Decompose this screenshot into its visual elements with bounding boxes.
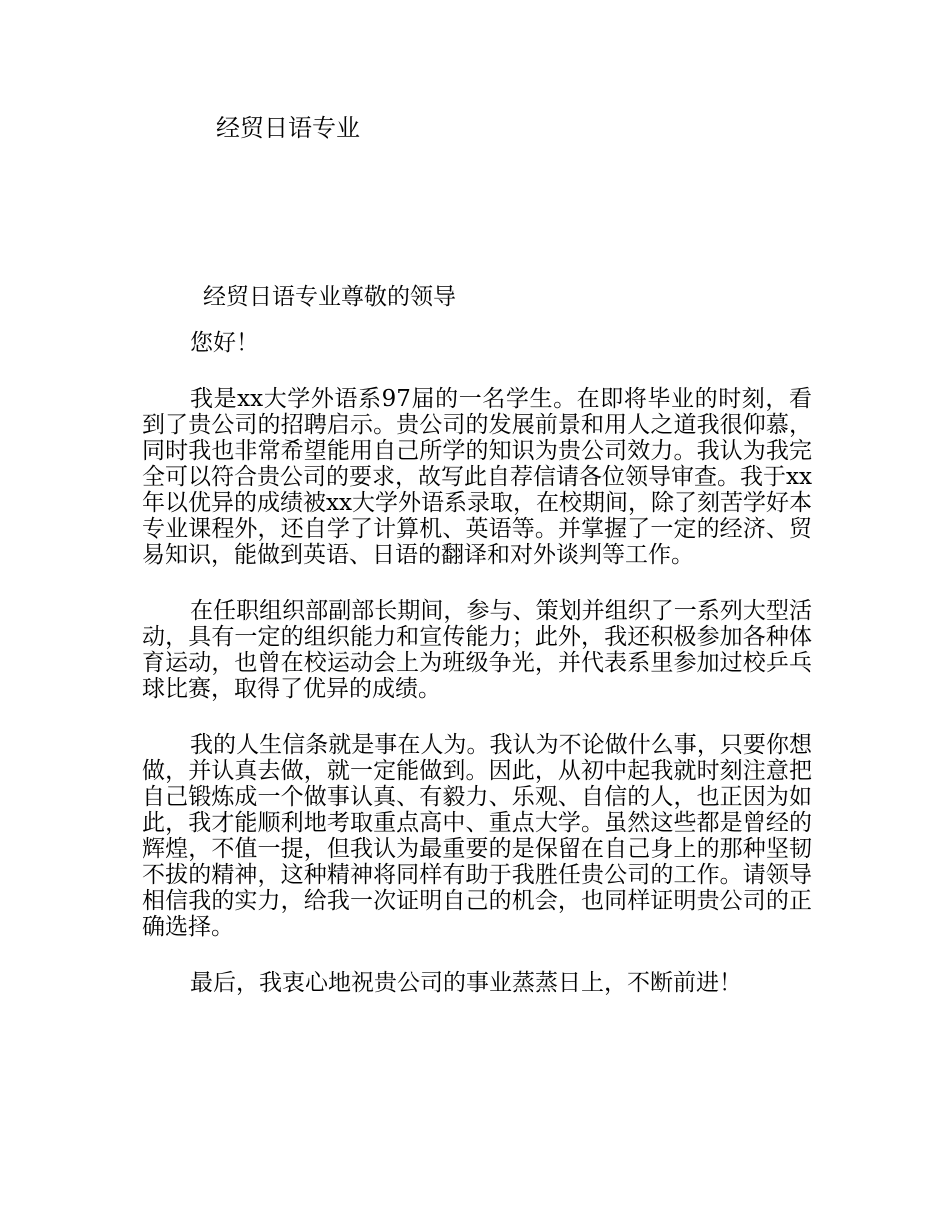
paragraph-introduction: 我是xx大学外语系97届的一名学生。在即将毕业的时刻，看到了贵公司的招聘启示。贵公司的发展前景和用人之道我很仰慕，同时我也非常希望能用自己所学的知识为贵公司效力。我认为我完全可以符合贵公司的要求，故写此自荐信请各位领导审查。我于xx年以优异的成绩被xx大学外语系录取，在校期间，除了刻苦学好本专业课程外，还自学了计算机、英语等。并掌握了一定的经济、贸易知识，能做到英语、日语的翻译和对外谈判等工作。 bbox=[142, 386, 812, 568]
letter-closing: 最后，我衷心地祝贵公司的事业蒸蒸日上，不断前进！ bbox=[190, 970, 742, 996]
paragraph-motto: 我的人生信条就是事在人为。我认为不论做什么事，只要你想做，并认真去做，就一定能做到。因此，从初中起我就时刻注意把自己锻炼成一个做事认真、有毅力、乐观、自信的人，也正因为如此，我才能顺利地考取重点高中、重点大学。虽然这些都是曾经的辉煌，不值一提，但我认为最重要的是保留在自己身上的那种坚韧不拔的精神，这种精神将同样有助于我胜任贵公司的工作。请领导相信我的实力，给我一次证明自己的机会，也同样证明贵公司的正确选择。 bbox=[142, 732, 812, 940]
letter-greeting: 您好！ bbox=[190, 330, 259, 356]
paragraph-experience: 在任职组织部副部长期间，参与、策划并组织了一系列大型活动，具有一定的组织能力和宣传能力；此外，我还积极参加各种体育运动，也曾在校运动会上为班级争光，并代表系里参加过校乒乓球比赛，取得了优异的成绩。 bbox=[142, 598, 812, 702]
letter-body bbox=[142, 284, 812, 996]
letter-heading: 经贸日语专业尊敬的领导 bbox=[203, 284, 456, 310]
document-title: 经贸日语专业 bbox=[216, 114, 360, 142]
